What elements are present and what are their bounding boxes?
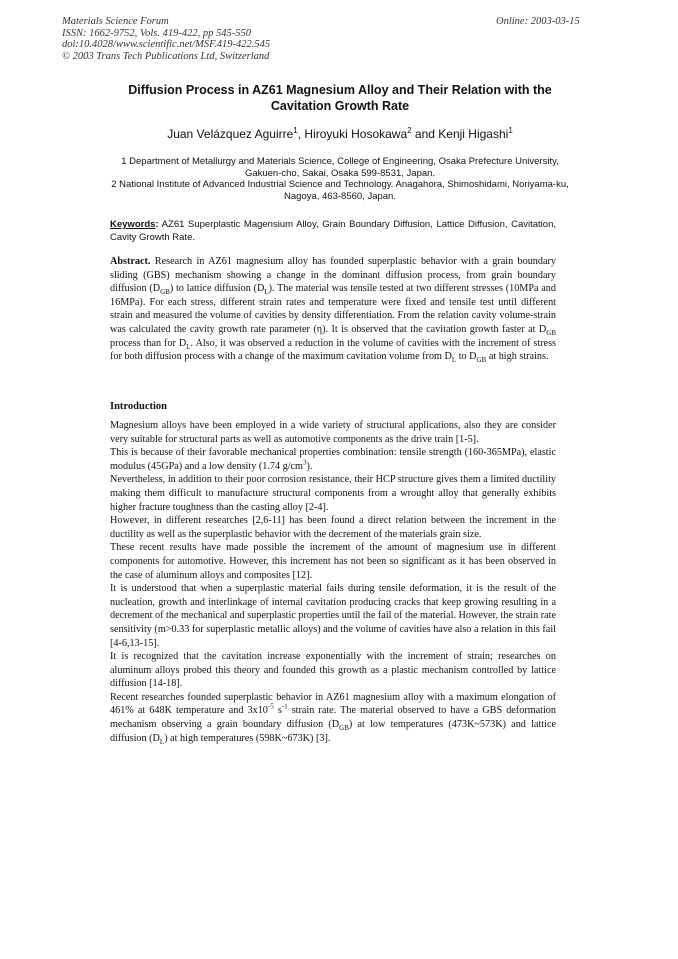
introduction-body bbox=[110, 419, 556, 745]
superscript: -5 bbox=[267, 703, 274, 712]
paragraph bbox=[110, 691, 556, 745]
paragraph-text: ) at low temperatures (473K~573K) and lattice diffusion (D bbox=[110, 719, 556, 744]
paragraph: It is understood that when a superplastic material fails during tensile deformation, it is the result of the nucleation, growth and interlinkage of internal cavitation producing cracks that keep growing resulting in a decrement of the mechanical and superplastic properties until the fail of the material. However, the strain rate sensitivity (m>0.33 for superplastic metallic alloys) and the volume of cavities have also a relation in this fail [4-6,13-15]. bbox=[110, 583, 556, 649]
journal-name: Materials Science Forum bbox=[62, 16, 169, 27]
paragraph-text: strain rate. The material observed to have a GBS deformation mechanism observing a grain boundary diffusion (D bbox=[110, 705, 556, 731]
author-list bbox=[80, 127, 600, 141]
author-name: Hiroyuki Hosokawa bbox=[304, 127, 408, 141]
paragraph bbox=[110, 446, 556, 473]
abstract-label: Abstract. bbox=[110, 256, 151, 267]
abstract bbox=[110, 255, 556, 364]
keywords-label: Keywords bbox=[110, 219, 156, 230]
author-separator: and bbox=[411, 127, 439, 141]
keywords: Keywords: AZ61 Superplastic Magensium Alloy, Grain Boundary Diffusion, Lattice Diffusion, Cavitation, Cavity Growth Rate. bbox=[110, 219, 556, 243]
subscript: L bbox=[186, 342, 191, 351]
section-heading-introduction: Introduction bbox=[110, 401, 167, 412]
author-affil-mark: 1 bbox=[293, 126, 298, 135]
paragraph-text: Recent researches founded superplastic behavior in AZ61 magnesium alloy with a maximum elongation of 461% at 648K temperature and 3x10 bbox=[110, 691, 556, 717]
paragraph: Nevertheless, in addition to their poor corrosion resistance, their HCP structure gives them a limited ductility making them difficult to manufacture structural components from a wrought alloy that generally exhibits higher fracture toughness than the casting alloy [2-4]. bbox=[110, 474, 556, 513]
abstract-text: ). The material was tensile tested at two different stresses (10MPa and 16MPa). For each stress, different strain rates and temperature were fixed and tensile test until different strain and measured the volume of cavities by density differentiation. From the relation cavity volume-strain was calculated the cavity growth rate parameter (η). It is observed that the cavitation growth faster at D bbox=[110, 283, 556, 335]
author-affil-mark: 1 bbox=[508, 126, 513, 135]
abstract-text: . Also, it was observed a reduction in the volume of cavities with the increment of stress for both diffusion process with a change of the maximum cavitation volume from D bbox=[110, 337, 556, 363]
subscript: GB bbox=[160, 288, 170, 297]
online-date: Online: 2003-03-15 bbox=[496, 16, 580, 27]
affiliation-2: 2 National Institute of Advanced Industrial Science and Technology. Anagahora, Shimoshidami, Noriyama-ku, Nagoya, 463-8560, Japan. bbox=[111, 179, 569, 202]
superscript: 3 bbox=[302, 458, 307, 467]
paragraph: These recent results have made possible the increment of the amount of magnesium use in different components for automotive. However, this increment has not been so significant as it has been observed in the case of aluminum alloys and composites [12]. bbox=[110, 542, 556, 581]
abstract-text: at high strains. bbox=[486, 351, 549, 363]
paragraph: However, in different researches [2,6-11] has been found a direct relation between the increment in the ductility as well as the superplastic behavior with the decrement of the materials grain size. bbox=[110, 515, 556, 540]
subscript: L bbox=[264, 288, 269, 297]
paragraph: Magnesium alloys have been employed in a wide variety of structural applications, also they are consider very suitable for structural parts as well as automotive components as the drive train [1-5]. bbox=[110, 420, 556, 445]
journal-doi[interactable]: doi:10.4028/www.scientific.net/MSF.419-422.545 bbox=[62, 39, 271, 50]
subscript: GB bbox=[546, 329, 556, 337]
journal-header bbox=[62, 16, 270, 62]
journal-copyright: © 2003 Trans Tech Publications Ltd, Switzerland bbox=[62, 50, 270, 62]
affiliation-1: 1 Department of Metallurgy and Materials Science, College of Engineering, Osaka Prefecture University, Gakuen-cho, Sakai, Osaka 599-8531, Japan. bbox=[121, 156, 559, 179]
author-affil-mark: 2 bbox=[407, 126, 412, 135]
subscript: GB bbox=[339, 724, 349, 733]
author-separator: , bbox=[297, 127, 305, 141]
abstract-text: process than for D bbox=[110, 337, 187, 349]
subscript: L bbox=[159, 737, 165, 746]
paper-title: Diffusion Process in AZ61 Magnesium Alloy and Their Relation with the Cavitation Growth Rate bbox=[128, 83, 552, 113]
author-name: Juan Velázquez Aguirre bbox=[167, 127, 294, 141]
subscript: L bbox=[451, 356, 457, 365]
paragraph-text: ). bbox=[306, 460, 313, 472]
paragraph-text: ) at high temperatures (598K~673K) [3]. bbox=[164, 732, 331, 744]
abstract-text: to D bbox=[456, 351, 477, 363]
abstract-text: Research in AZ61 magnesium alloy has founded superplastic behavior with a grain boundary sliding (GBS) mechanism showing a change in the dominant diffusion process, from grain boundary diffusion (D bbox=[110, 256, 556, 295]
paragraph-text: This is because of their favorable mechanical properties combination: tensile strength (160-365MPa), elastic modulus (45GPa) and a low density (1.74 g/cm bbox=[110, 447, 556, 472]
keywords-text: AZ61 Superplastic Magensium Alloy, Grain Boundary Diffusion, Lattice Diffusion, Cavitation, Cavity Growth Rate. bbox=[110, 219, 556, 243]
paragraph-text: s bbox=[273, 705, 282, 717]
paragraph: It is recognized that the cavitation increase exponentially with the increment of strain; researches on aluminum alloys probed this theory and founded this growth as a plastic mechanism controlled by lattice diffusion [14-18]. bbox=[110, 651, 556, 690]
journal-issn: ISSN: 1662-9752, Vols. 419-422, pp 545-550 bbox=[62, 27, 251, 39]
author-name: Kenji Higashi bbox=[438, 127, 509, 141]
abstract-text: ) to lattice diffusion (D bbox=[169, 283, 265, 295]
subscript: GB bbox=[476, 356, 487, 365]
superscript: -1 bbox=[281, 703, 288, 712]
